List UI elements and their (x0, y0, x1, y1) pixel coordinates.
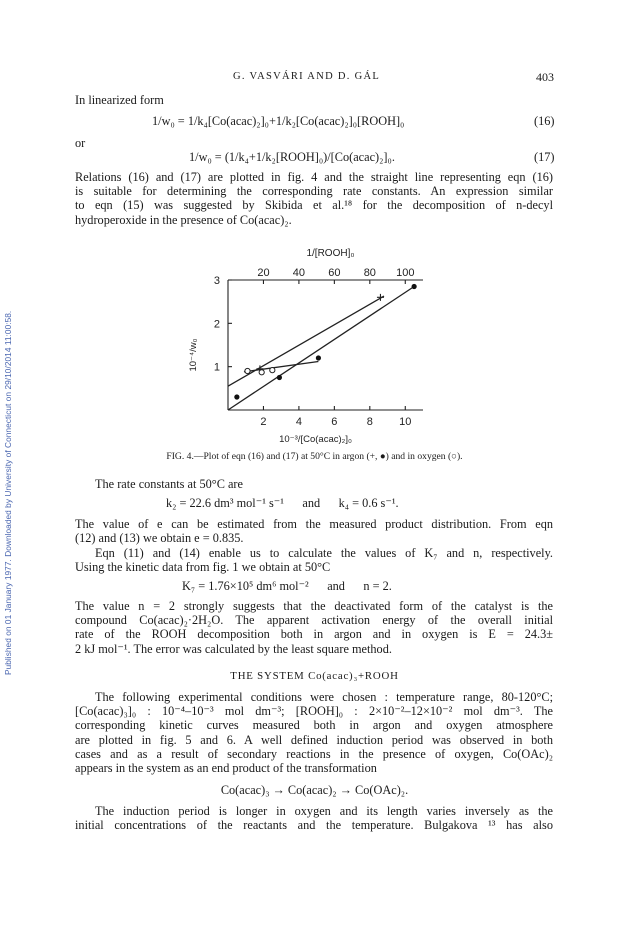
k7-equation: K₇ = 1.76×10⁵ dm⁶ mol⁻² and n = 2. (182, 579, 392, 593)
text-line: compound Co(acac)₂·2H₂O. The apparent activation energy of the overall initial (75, 613, 553, 628)
section-heading: THE SYSTEM Co(acac)₃+ROOH (230, 670, 399, 682)
text-line: The value of e can be estimated from the measured product distribution. From eqn (75, 517, 553, 531)
bottom-axis-label: 10⁻³/[Co(acac)₂]₀ (279, 434, 352, 445)
provenance-text: Published on 01 January 1977. Downloaded by University of Connecticut on 29/10/2014 11:00:58. (3, 310, 13, 675)
text-line: are plotted in fig. 5 and 6. A well defined induction period was observed in both (75, 732, 553, 747)
data-point-dot (277, 375, 282, 380)
data-point-dot (412, 284, 417, 289)
page-number: 403 (536, 70, 554, 84)
y-axis-label: 10⁻⁴/w₀ (188, 338, 199, 372)
text-line: (12) and (13) we obtain e = 0.835. (75, 531, 244, 546)
bottom-tick-label: 6 (331, 416, 338, 428)
top-axis-label: 1/[ROOH]₀ (306, 248, 355, 259)
top-tick-label: 20 (257, 267, 270, 279)
bottom-tick-label: 2 (260, 416, 267, 428)
fit-line (228, 287, 414, 411)
text-line: appears in the system as an end product of the transformation (75, 761, 377, 776)
text-line: Eqn (11) and (14) enable us to calculate the values of K₇ and n, respectively. (95, 546, 553, 560)
running-head: G. VASVÁRI AND D. GÁL (233, 71, 381, 82)
text-line: The induction period is longer in oxygen and its length varies inversely as the (95, 804, 553, 818)
transformation-equation: Co(acac)₃ → Co(acac)₂ → Co(OAc)₂. (220, 783, 409, 797)
equation-17: 1/w₀ = (1/k₄+1/k₂[ROOH]₀)/[Co(acac)₂]₀. (189, 150, 395, 164)
figure-caption: FIG. 4.—Plot of eqn (16) and (17) at 50°C in argon (+, ●) and in oxygen (○). (166, 451, 463, 462)
text-line: rate of the ROOH decomposition both in argon and in oxygen is E = 24.3± (75, 627, 553, 642)
text-line: Relations (16) and (17) are plotted in fig. 4 and the straight line representing eqn (16) (75, 170, 553, 184)
text-line: to eqn (15) was suggested by Skibida et al.¹⁸ for the decomposition of n-decyl (75, 198, 553, 213)
text-line: 2 kJ mol⁻¹. The error was calculated by the least square method. (75, 641, 392, 656)
y-tick-label: 2 (213, 318, 220, 331)
text-line: corresponding kinetic curves measured both in argon and oxygen atmosphere (75, 718, 553, 733)
paragraph-e-value (75, 517, 553, 545)
or-text: or (75, 136, 86, 150)
bottom-tick-label: 10 (399, 416, 412, 428)
fit-line (228, 296, 384, 386)
data-point-dot (234, 394, 239, 399)
equation-16-number: (16) (534, 114, 555, 128)
top-tick-label: 60 (328, 267, 341, 279)
text-line: Using the kinetic data from fig. 1 we obtain at 50°C (75, 560, 331, 575)
paragraph-relations (75, 170, 553, 227)
rate-constants-intro: The rate constants at 50°C are (95, 477, 243, 491)
top-tick-label: 80 (363, 267, 376, 279)
y-tick-label: 3 (213, 275, 220, 287)
bottom-tick-label: 8 (366, 416, 373, 428)
y-tick-label: 1 (213, 361, 220, 374)
text-line: hydroperoxide in the presence of Co(acac)₂. (75, 212, 292, 227)
text-line: The value n = 2 strongly suggests that the deactivated form of the catalyst is the (75, 599, 553, 613)
provenance-sidebar (0, 120, 17, 680)
paragraph-induction (75, 804, 553, 832)
linearized-intro: In linearized form (75, 93, 164, 107)
fit-line (244, 361, 318, 371)
text-line: cases and as a result of secondary reactions in the presence of oxygen, Co(OAc)₂ (75, 746, 553, 761)
data-point-circle (270, 368, 275, 373)
top-tick-label: 40 (292, 267, 306, 279)
text-line: initial concentrations of the reactants and the temperature. Bulgakova ¹³ has also (75, 818, 553, 833)
text-line: [Co(acac)₃]₀ : 10⁻⁴–10⁻³ mol dm⁻³; [ROOH]₀ : 2×10⁻²–12×10⁻² mol dm⁻³. The (75, 704, 553, 719)
paragraph-conditions (75, 690, 553, 775)
text-line: is suitable for determining the corresponding rate constants. An expression similar (75, 184, 553, 199)
bottom-tick-label: 4 (295, 416, 302, 428)
paragraph-n-value (75, 599, 553, 656)
equation-16: 1/w₀ = 1/k₄[Co(acac)₂]₀+1/k₂[Co(acac)₂]₀[ROOH]₀ (152, 114, 405, 128)
rate-constants-equation: k₂ = 22.6 dm³ mol⁻¹ s⁻¹ and k₄ = 0.6 s⁻¹. (166, 496, 399, 510)
paragraph-k7 (75, 546, 553, 574)
figure-4-chart (150, 230, 480, 445)
equation-17-number: (17) (534, 150, 555, 164)
data-point-circle (259, 370, 264, 375)
data-point-circle (245, 368, 250, 373)
text-line: The following experimental conditions were chosen : temperature range, 80-120°C; (95, 690, 553, 704)
data-point-dot (316, 355, 321, 360)
top-tick-label: 100 (396, 267, 415, 279)
